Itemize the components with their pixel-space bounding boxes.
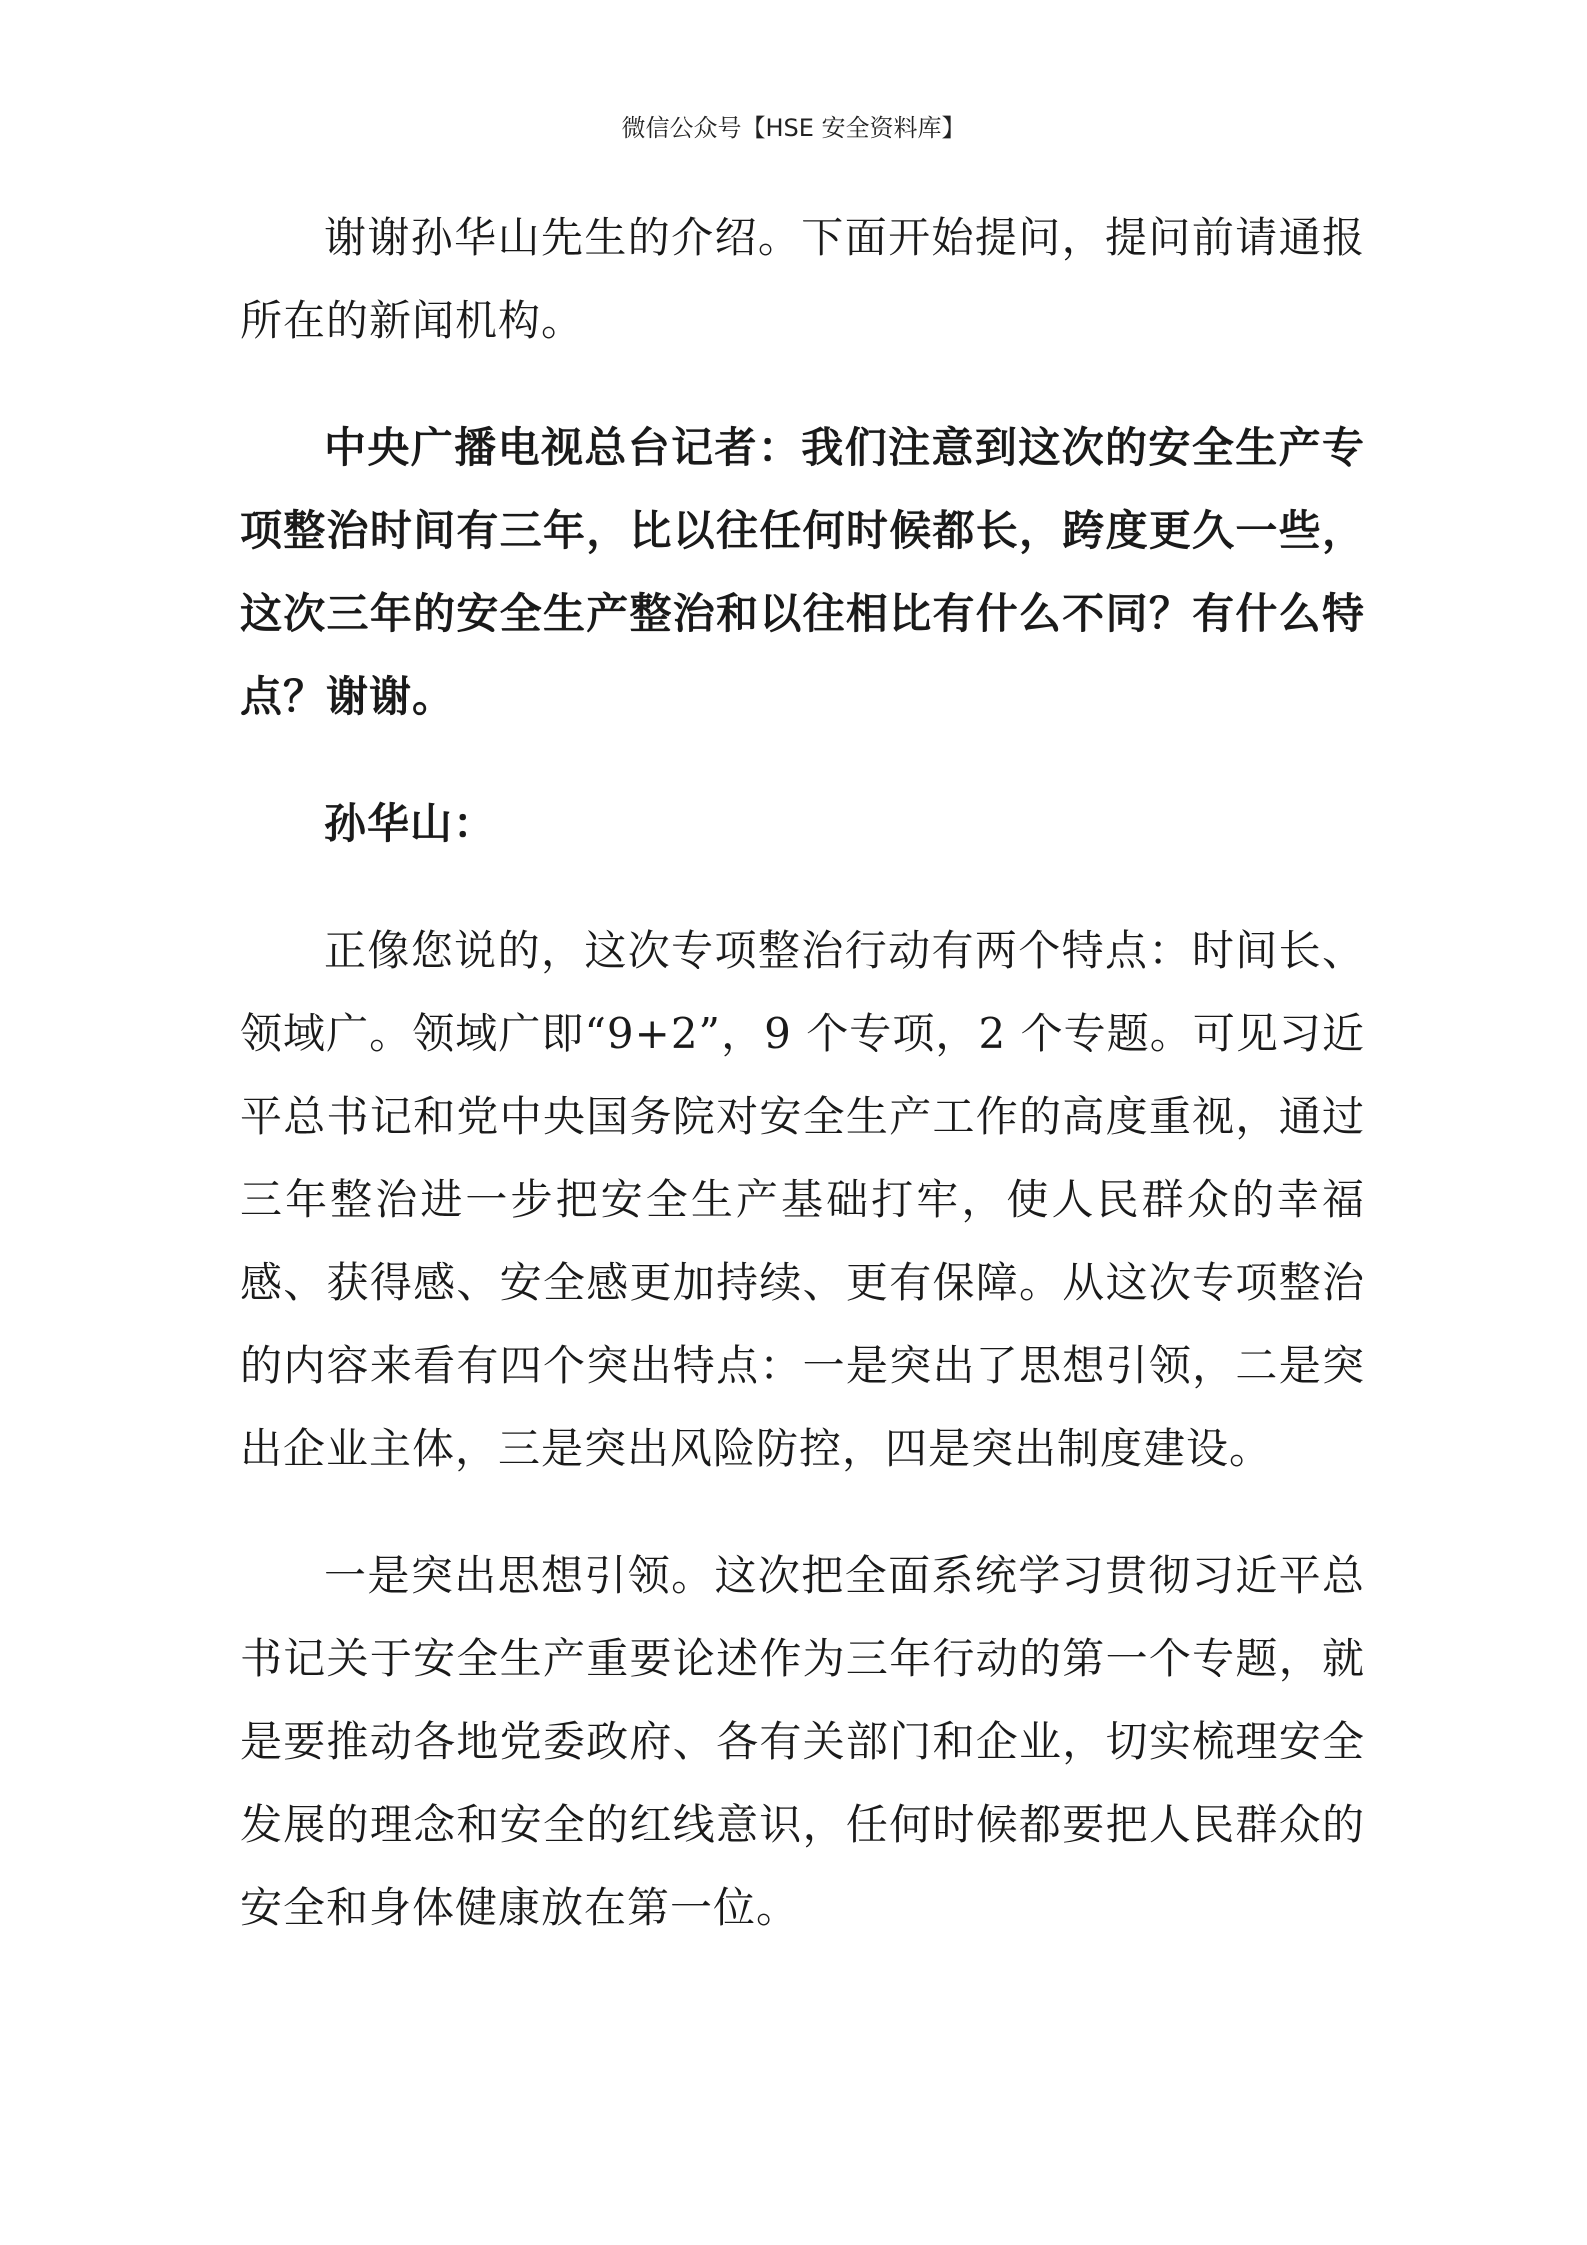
paragraph-host-intro: 谢谢孙华山先生的介绍。下面开始提问，提问前请通报所在的新闻机构。 — [240, 213, 1365, 345]
paragraph-answer-point-one: 一是突出思想引领。这次把全面系统学习贯彻习近平总书记关于安全生产重要论述作为三年行动的第一个专题，就是要推动各地党委政府、各有关部门和企业，切实梳理安全发展的理念和安全的红线意识，任何时候都要把人民群众的安全和身体健康放在第一位。 — [240, 1551, 1365, 1932]
paragraph-answer-overview: 正像您说的，这次专项整治行动有两个特点：时间长、领域广。领域广即“9+2”，9 个专项，2 个专题。可见习近平总书记和党中央国务院对安全生产工作的高度重视，通过三年整治进一步把安全生产基础打牢，使人民群众的幸福感、获得感、安全感更加持续、更有保障。从这次专项整治的内容来看有四个突出特点：一是突出了思想引领，二是突出企业主体，三是突出风险防控，四是突出制度建设。 — [240, 926, 1365, 1473]
paragraph-reporter-question: 中央广播电视总台记者：我们注意到这次的安全生产专项整治时间有三年，比以往任何时候都长，跨度更久一些，这次三年的安全生产整治和以往相比有什么不同？有什么特点？谢谢。 — [240, 423, 1365, 721]
page-header: 微信公众号【HSE 安全资料库】 — [621, 114, 966, 142]
paragraph-speaker-name: 孙华山： — [324, 799, 497, 848]
document-body — [240, 196, 1365, 1993]
